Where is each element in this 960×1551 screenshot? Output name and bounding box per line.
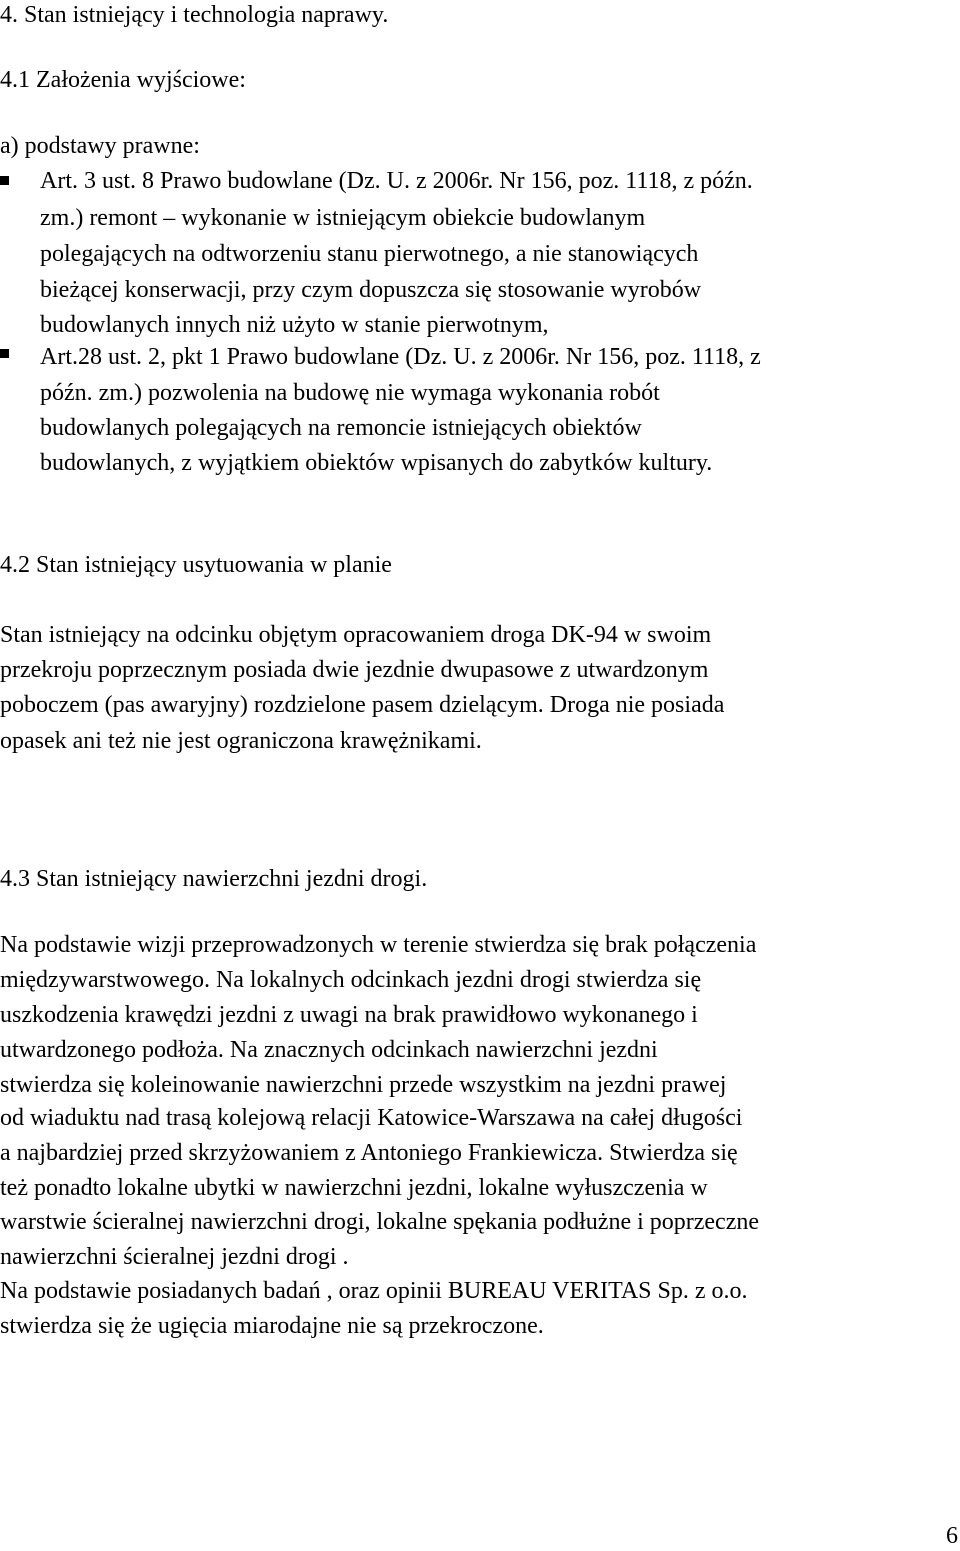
- page-number: 6: [946, 1523, 958, 1549]
- sub3-line: utwardzonego podłoża. Na znacznych odcinkach nawierzchni jezdni: [0, 1037, 658, 1063]
- bullet2-line: budowlanych polegających na remoncie istniejących obiektów: [40, 415, 642, 441]
- sub3-line: Na podstawie wizji przeprowadzonych w terenie stwierdza się brak połączenia: [0, 932, 757, 958]
- bullet1-line: Art. 3 ust. 8 Prawo budowlane (Dz. U. z 2006r. Nr 156, poz. 1118, z późn.: [40, 168, 753, 194]
- sub3-line: Na podstawie posiadanych badań , oraz opinii BUREAU VERITAS Sp. z o.o.: [0, 1278, 748, 1304]
- sub2-line: poboczem (pas awaryjny) rozdzielone pasem dzielącym. Droga nie posiada: [0, 692, 725, 718]
- bullet2-line: Art.28 ust. 2, pkt 1 Prawo budowlane (Dz. U. z 2006r. Nr 156, poz. 1118, z: [40, 344, 761, 370]
- bullet1-line: zm.) remont – wykonanie w istniejącym obiekcie budowlanym: [40, 205, 646, 231]
- bullet2-line: późn. zm.) pozwolenia na budowę nie wymaga wykonania robót: [40, 380, 660, 406]
- subsection-heading-4-2: 4.2 Stan istniejący usytuowania w planie: [0, 552, 392, 578]
- bullet-marker-1: [0, 176, 9, 185]
- sub2-line: Stan istniejący na odcinku objętym opracowaniem droga DK-94 w swoim: [0, 622, 712, 648]
- sub3-line: też ponadto lokalne ubytki w nawierzchni jezdni, lokalne wyłuszczenia w: [0, 1175, 708, 1201]
- sub3-line: warstwie ścieralnej nawierzchni drogi, lokalne spękania podłużne i poprzeczne: [0, 1209, 760, 1235]
- subsection-heading-4-3: 4.3 Stan istniejący nawierzchni jezdni drogi.: [0, 866, 428, 892]
- sub3-line: nawierzchni ścieralnej jezdni drogi .: [0, 1244, 349, 1270]
- sub3-line: uszkodzenia krawędzi jezdni z uwagi na brak prawidłowo wykonanego i: [0, 1002, 698, 1028]
- sub2-line: przekroju poprzecznym posiada dwie jezdnie dwupasowe z utwardzonym: [0, 657, 709, 683]
- legal-basis-heading: a) podstawy prawne:: [0, 133, 200, 159]
- bullet1-line: polegających na odtworzeniu stanu pierwotnego, a nie stanowiących: [40, 241, 699, 267]
- sub2-line: opasek ani też nie jest ograniczona krawężnikami.: [0, 728, 482, 754]
- bullet2-line: budowlanych, z wyjątkiem obiektów wpisanych do zabytków kultury.: [40, 450, 713, 476]
- bullet-marker-2: [0, 349, 9, 358]
- sub3-line: od wiaduktu nad trasą kolejową relacji Katowice-Warszawa na całej długości: [0, 1105, 743, 1131]
- section-heading: 4. Stan istniejący i technologia naprawy.: [0, 2, 389, 28]
- subsection-heading-4-1: 4.1 Założenia wyjściowe:: [0, 67, 246, 93]
- bullet1-line: budowlanych innych niż użyto w stanie pierwotnym,: [40, 312, 549, 338]
- bullet1-line: bieżącej konserwacji, przy czym dopuszcza się stosowanie wyrobów: [40, 277, 702, 303]
- sub3-line: a najbardziej przed skrzyżowaniem z Antoniego Frankiewicza. Stwierdza się: [0, 1140, 738, 1166]
- sub3-line: stwierdza się że ugięcia miarodajne nie są przekroczone.: [0, 1313, 544, 1339]
- sub3-line: międzywarstwowego. Na lokalnych odcinkach jezdni drogi stwierdza się: [0, 967, 702, 993]
- sub3-line: stwierdza się koleinowanie nawierzchni przede wszystkim na jezdni prawej: [0, 1072, 727, 1098]
